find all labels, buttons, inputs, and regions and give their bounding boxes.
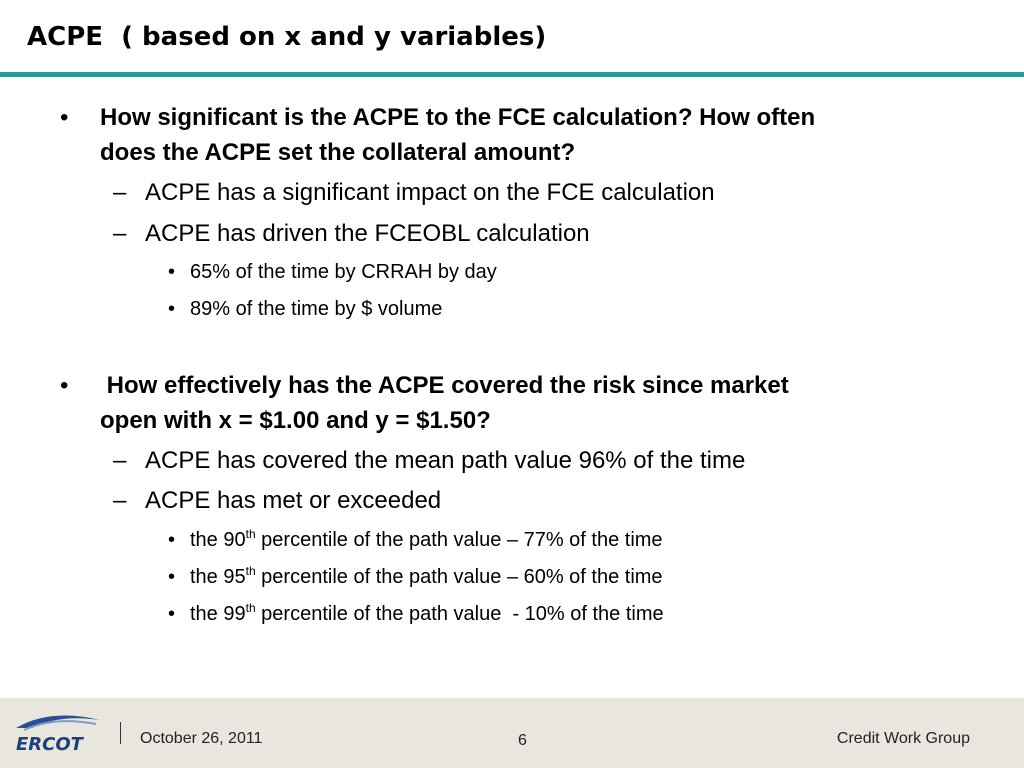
sub-sub-bullet xyxy=(168,527,663,553)
bullet-text-line: open with x = $1.00 and y = $1.50? xyxy=(100,407,491,434)
bullet-text-line: does the ACPE set the collateral amount? xyxy=(100,139,576,166)
sub-bullet-text: ACPE has met or exceeded xyxy=(145,487,442,514)
percentile-text: percentile of the path value - 10% of the time xyxy=(255,603,664,625)
footer-date: October 26, 2011 xyxy=(140,730,263,747)
logo-wordmark: ERCOT xyxy=(16,734,83,755)
dash-marker: – xyxy=(113,179,127,206)
percentile-text: percentile of the path value – 60% of the time xyxy=(255,566,663,588)
slide-title: ACPE ( based on x and y variables) xyxy=(27,22,547,52)
sub-bullet-text: ACPE has driven the FCEOBL calculation xyxy=(145,220,590,247)
footer-separator xyxy=(120,722,121,744)
sub-sub-bullet xyxy=(168,564,663,590)
footer-group-name: Credit Work Group xyxy=(836,730,970,747)
percentile-text: the 95 xyxy=(190,566,246,588)
ordinal-suffix: th xyxy=(245,527,256,541)
slide-footer xyxy=(0,698,1024,768)
percentile-text: the 99 xyxy=(190,603,246,625)
bullet-question-1 xyxy=(60,100,980,170)
percentile-text: percentile of the path value – 77% of the time xyxy=(255,529,663,551)
bullet-dot: • xyxy=(168,566,176,588)
bullet-dot: • xyxy=(168,529,176,551)
ercot-logo xyxy=(10,706,106,758)
bullet-dot: • xyxy=(60,372,69,399)
bullet-dot: • xyxy=(168,298,176,320)
ordinal-suffix: th xyxy=(245,601,256,615)
bullet-text-line: How effectively has the ACPE covered the risk since market xyxy=(100,372,789,399)
bullet-dot: • xyxy=(60,104,69,131)
dash-marker: – xyxy=(113,447,127,474)
sub-bullet xyxy=(113,178,715,208)
sub-bullet-text: ACPE has a significant impact on the FCE calculation xyxy=(145,179,715,206)
sub-bullet-text: ACPE has covered the mean path value 96% of the time xyxy=(145,447,746,474)
sub-sub-bullet xyxy=(168,259,497,285)
sub-sub-bullet-text: 89% of the time by $ volume xyxy=(190,298,443,320)
page-number: 6 xyxy=(518,732,527,749)
dash-marker: – xyxy=(113,487,127,514)
sub-bullet xyxy=(113,486,442,516)
percentile-text: the 90 xyxy=(190,529,246,551)
bullet-dot: • xyxy=(168,603,176,625)
bullet-text-line: How significant is the ACPE to the FCE calculation? How often xyxy=(100,104,816,131)
bullet-question-2 xyxy=(60,368,980,438)
sub-sub-bullet-text: 65% of the time by CRRAH by day xyxy=(190,261,497,283)
sub-sub-bullet xyxy=(168,296,443,322)
sub-sub-bullet xyxy=(168,601,664,627)
title-divider xyxy=(0,72,1024,77)
ordinal-suffix: th xyxy=(245,564,256,578)
bullet-dot: • xyxy=(168,261,176,283)
dash-marker: – xyxy=(113,220,127,247)
sub-bullet xyxy=(113,446,746,476)
sub-bullet xyxy=(113,219,590,249)
